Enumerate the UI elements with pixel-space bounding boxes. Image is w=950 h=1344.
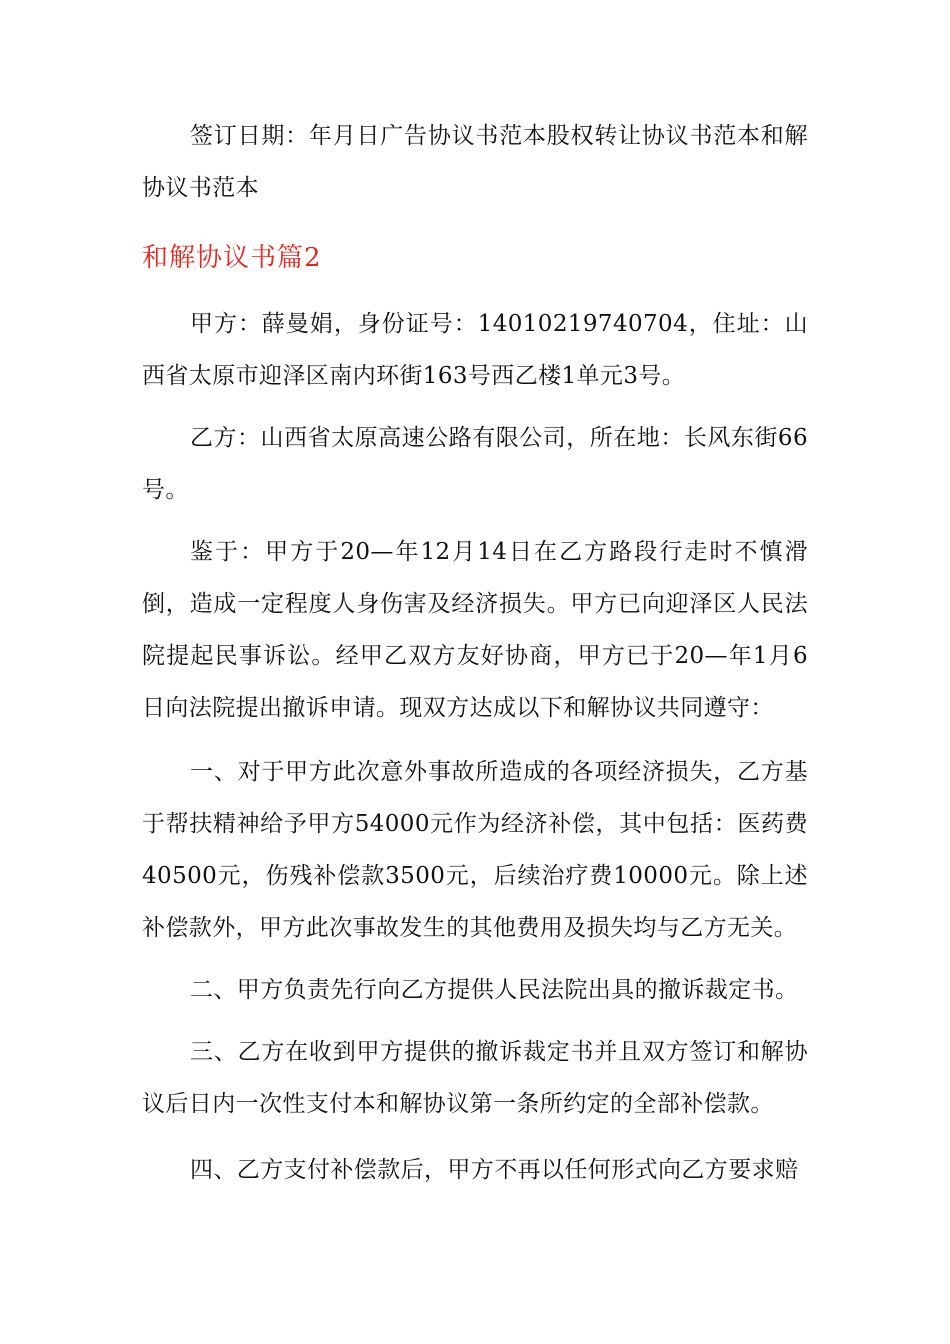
- clause-1-paragraph: 一、对于甲方此次意外事故所造成的各项经济损失，乙方基于帮扶精神给予甲方54000元作为经济补偿，其中包括：医药费40500元，伤残补偿款3500元，后续治疗费10000元。除上述补偿款外，甲方此次事故发生的其他费用及损失均与乙方无关。: [142, 759, 808, 941]
- party-a-paragraph: 甲方：薛曼娟，身份证号：14010219740704，住址：山西省太原市迎泽区南内环街163号西乙楼1单元3号。: [142, 311, 808, 389]
- clause-4-paragraph: 四、乙方支付补偿款后，甲方不再以任何形式向乙方要求赔: [190, 1157, 799, 1183]
- clause-3-paragraph: 三、乙方在收到甲方提供的撤诉裁定书并且双方签订和解协议后日内一次性支付本和解协议第一条所约定的全部补偿款。: [142, 1039, 808, 1117]
- section-heading: 和解协议书篇2: [142, 243, 322, 273]
- whereas-paragraph: 鉴于：甲方于20—年12月14日在乙方路段行走时不慎滑倒，造成一定程度人身伤害及经济损失。甲方已向迎泽区人民法院提起民事诉讼。经甲乙双方友好协商，甲方已于20—年1月6日向法院提出撤诉申请。现双方达成以下和解协议共同遵守：: [142, 539, 808, 721]
- clause-2-paragraph: 二、甲方负责先行向乙方提供人民法院出具的撤诉裁定书。: [190, 977, 799, 1003]
- party-b-paragraph: 乙方：山西省太原高速公路有限公司，所在地：长风东街66号。: [142, 425, 808, 503]
- intro-paragraph: 签订日期：年月日广告协议书范本股权转让协议书范本和解协议书范本: [142, 123, 808, 201]
